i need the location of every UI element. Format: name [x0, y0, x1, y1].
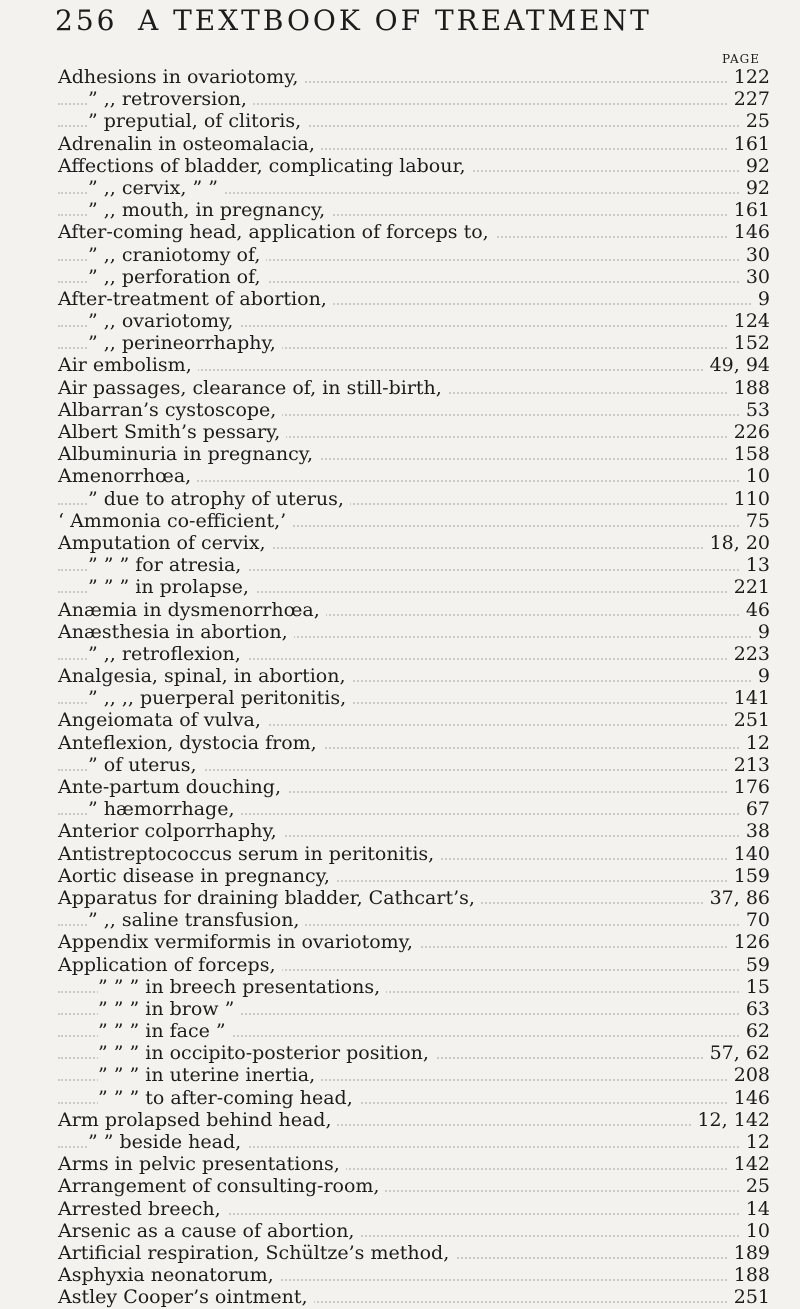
index-term: Arrested breech,: [58, 1198, 227, 1220]
index-entry: [58, 1175, 770, 1197]
page-reference: 30: [740, 244, 770, 266]
page-reference: 158: [728, 443, 770, 465]
index-entry: [58, 1042, 770, 1064]
index-entry: [58, 199, 770, 221]
page-reference: 49, 94: [704, 354, 770, 376]
index-entry: [58, 776, 770, 798]
index-term: Ante-partum douching,: [58, 776, 287, 798]
index-term: ” ,, ovariotomy,: [88, 310, 239, 332]
index-entry: [58, 332, 770, 354]
page-reference: 38: [740, 820, 770, 842]
index-entry: [58, 643, 770, 665]
page-reference: 25: [740, 110, 770, 132]
page-reference: 15: [740, 976, 770, 998]
index-term: ” ” ” in occipito-posterior position,: [98, 1042, 435, 1064]
index-entry: [58, 732, 770, 754]
page-reference: 62: [740, 1020, 770, 1042]
page-reference: 146: [728, 221, 770, 243]
index-entry: [58, 1131, 770, 1153]
index-term: After-treatment of abortion,: [58, 288, 333, 310]
page-reference: 146: [728, 1087, 770, 1109]
page-reference: 223: [728, 643, 770, 665]
page-reference: 188: [728, 377, 770, 399]
running-title: A TEXTBOOK OF TREATMENT: [138, 4, 652, 37]
index-entry: [58, 1220, 770, 1242]
index-entry: [58, 1242, 770, 1264]
index-term: Anæsthesia in abortion,: [58, 621, 294, 643]
page-column-label: PAGE: [722, 52, 760, 66]
index-term: Artificial respiration, Schültze’s method,: [58, 1242, 455, 1264]
index-term: Anæmia in dysmenorrhœa,: [58, 599, 326, 621]
index-term: ” ” ” in uterine inertia,: [98, 1064, 321, 1086]
page-reference: 188: [728, 1264, 770, 1286]
index-entry: [58, 399, 770, 421]
page-reference: 251: [728, 709, 770, 731]
index-entry: [58, 1064, 770, 1086]
page-reference: 213: [728, 754, 770, 776]
page-reference: 37, 86: [704, 887, 770, 909]
index-term: ” ” beside head,: [88, 1131, 247, 1153]
index-entry: [58, 354, 770, 376]
page-reference: 70: [740, 909, 770, 931]
page-reference: 9: [752, 665, 770, 687]
page-reference: 189: [728, 1242, 770, 1264]
index-term: Arsenic as a cause of abortion,: [58, 1220, 360, 1242]
page-reference: 46: [740, 599, 770, 621]
index-term: Amputation of cervix,: [58, 532, 272, 554]
page-reference: 9: [752, 288, 770, 310]
index-term: Albarran’s cystoscope,: [58, 399, 282, 421]
index-term: ” ” ” in breech presentations,: [98, 976, 386, 998]
index-entry: [58, 665, 770, 687]
page-reference: 14: [740, 1198, 770, 1220]
index-entry: [58, 621, 770, 643]
page-reference: 13: [740, 554, 770, 576]
index-entry: [58, 443, 770, 465]
index-term: ” hæmorrhage,: [88, 798, 240, 820]
page-reference: 75: [740, 510, 770, 532]
index-entry: [58, 909, 770, 931]
index-entry: [58, 110, 770, 132]
index-term: ” ” ” for atresia,: [88, 554, 247, 576]
page-reference: 57, 62: [704, 1042, 770, 1064]
index-term: ” ,, retroversion,: [88, 88, 253, 110]
index-entry: [58, 155, 770, 177]
index-term: Air passages, clearance of, in still-birth,: [58, 377, 448, 399]
index-entry: [58, 66, 770, 88]
index-entry: [58, 754, 770, 776]
index-entry: [58, 133, 770, 155]
index-term: After-coming head, application of forceps to,: [58, 221, 495, 243]
page-reference: 12: [740, 732, 770, 754]
index-entry: [58, 221, 770, 243]
index-entry: [58, 576, 770, 598]
page-reference: 221: [728, 576, 770, 598]
page-reference: 122: [728, 66, 770, 88]
page-reference: 227: [728, 88, 770, 110]
index-entry: [58, 310, 770, 332]
index-term: Amenorrhœa,: [58, 465, 197, 487]
page-reference: 208: [728, 1064, 770, 1086]
index-entry: [58, 266, 770, 288]
page-reference: 18, 20: [704, 532, 770, 554]
page-reference: 10: [740, 1220, 770, 1242]
index-entry: [58, 1020, 770, 1042]
index-term: ” of uterus,: [88, 754, 203, 776]
page-reference: 124: [728, 310, 770, 332]
index-term: Analgesia, spinal, in abortion,: [58, 665, 352, 687]
index-entry: [58, 488, 770, 510]
index-entry: [58, 1286, 770, 1308]
index-term: Application of forceps,: [58, 954, 282, 976]
index-term: ” ,, ,, puerperal peritonitis,: [88, 687, 352, 709]
index-term: ” ” ” to after-coming head,: [98, 1087, 359, 1109]
index-term: Appendix vermiformis in ovariotomy,: [58, 931, 419, 953]
page-number: 256: [55, 4, 118, 37]
index-term: Astley Cooper’s ointment,: [58, 1286, 314, 1308]
page-reference: 59: [740, 954, 770, 976]
index-term: Arm prolapsed behind head,: [58, 1109, 337, 1131]
page-reference: 92: [740, 155, 770, 177]
page-reference: 30: [740, 266, 770, 288]
index-term: ” ” ” in face ”: [98, 1020, 232, 1042]
index-term: ” ,, perineorrhaphy,: [88, 332, 282, 354]
index-entry: [58, 709, 770, 731]
index-entry: [58, 177, 770, 199]
index-term: Angeiomata of vulva,: [58, 709, 267, 731]
running-header: [55, 4, 755, 44]
index-term: Adrenalin in osteomalacia,: [58, 133, 321, 155]
index-entry: [58, 1109, 770, 1131]
page-reference: 12, 142: [691, 1109, 770, 1131]
index-entry: [58, 998, 770, 1020]
index-term: Affections of bladder, complicating labour,: [58, 155, 471, 177]
index-term: ” ,, craniotomy of,: [88, 244, 266, 266]
page-reference: 140: [728, 843, 770, 865]
index-entry: [58, 510, 770, 532]
index-term: ” ,, mouth, in pregnancy,: [88, 199, 331, 221]
index-term: ” ,, retroflexion,: [88, 643, 247, 665]
index-term: Asphyxia neonatorum,: [58, 1264, 280, 1286]
index-entry: [58, 1153, 770, 1175]
index-term: Aortic disease in pregnancy,: [58, 865, 336, 887]
index-term: Air embolism,: [58, 354, 198, 376]
page-reference: 141: [728, 687, 770, 709]
page-reference: 159: [728, 865, 770, 887]
page-reference: 10: [740, 465, 770, 487]
index-entry: [58, 843, 770, 865]
index-term: Antistreptococcus serum in peritonitis,: [58, 843, 440, 865]
page-reference: 67: [740, 798, 770, 820]
index-entry: [58, 798, 770, 820]
index-term: Arms in pelvic presentations,: [58, 1153, 346, 1175]
page-reference: 176: [728, 776, 770, 798]
page-reference: 9: [752, 621, 770, 643]
index-entry: [58, 887, 770, 909]
page-reference: 161: [728, 199, 770, 221]
index-entry: [58, 244, 770, 266]
index-term: Anterior colporrhaphy,: [58, 820, 283, 842]
index-term: ” ,, perforation of,: [88, 266, 267, 288]
page-reference: 63: [740, 998, 770, 1020]
index-entry: [58, 865, 770, 887]
index-entry: [58, 1264, 770, 1286]
index-entry: [58, 687, 770, 709]
page-reference: 92: [740, 177, 770, 199]
index-term: ” due to atrophy of uterus,: [88, 488, 350, 510]
page-reference: 25: [740, 1175, 770, 1197]
index-entry: [58, 554, 770, 576]
index-entry: [58, 931, 770, 953]
index-term: Albuminuria in pregnancy,: [58, 443, 319, 465]
index-term: ” preputial, of clitoris,: [88, 110, 307, 132]
index-entry: [58, 288, 770, 310]
index-term: Albert Smith’s pessary,: [58, 421, 286, 443]
index-entry: [58, 599, 770, 621]
index-entry: [58, 820, 770, 842]
page-reference: 142: [728, 1153, 770, 1175]
index-term: Arrangement of consulting-room,: [58, 1175, 385, 1197]
index-term: Anteflexion, dystocia from,: [58, 732, 323, 754]
page-reference: 53: [740, 399, 770, 421]
index-entry: [58, 1198, 770, 1220]
page-reference: 126: [728, 931, 770, 953]
index-entry: [58, 532, 770, 554]
index-entry: [58, 976, 770, 998]
index-entry: [58, 88, 770, 110]
index-term: Adhesions in ovariotomy,: [58, 66, 304, 88]
index-term: ” ” ” in brow ”: [98, 998, 240, 1020]
page-reference: 251: [728, 1286, 770, 1308]
page-reference: 12: [740, 1131, 770, 1153]
page-reference: 226: [728, 421, 770, 443]
index-term: ” ” ” in prolapse,: [88, 576, 255, 598]
index-term: ” ,, saline transfusion,: [88, 909, 305, 931]
index-term: ‘ Ammonia co-efficient,’: [58, 510, 292, 532]
index-entry: [58, 1087, 770, 1109]
page-reference: 152: [728, 332, 770, 354]
index-term: Apparatus for draining bladder, Cathcart’s,: [58, 887, 481, 909]
index-entry: [58, 954, 770, 976]
index-entry: [58, 465, 770, 487]
index-entry: [58, 421, 770, 443]
index-list: [58, 66, 770, 1309]
page-reference: 110: [728, 488, 770, 510]
index-entry: [58, 377, 770, 399]
page-reference: 161: [728, 133, 770, 155]
index-term: ” ,, cervix, ” ”: [88, 177, 224, 199]
